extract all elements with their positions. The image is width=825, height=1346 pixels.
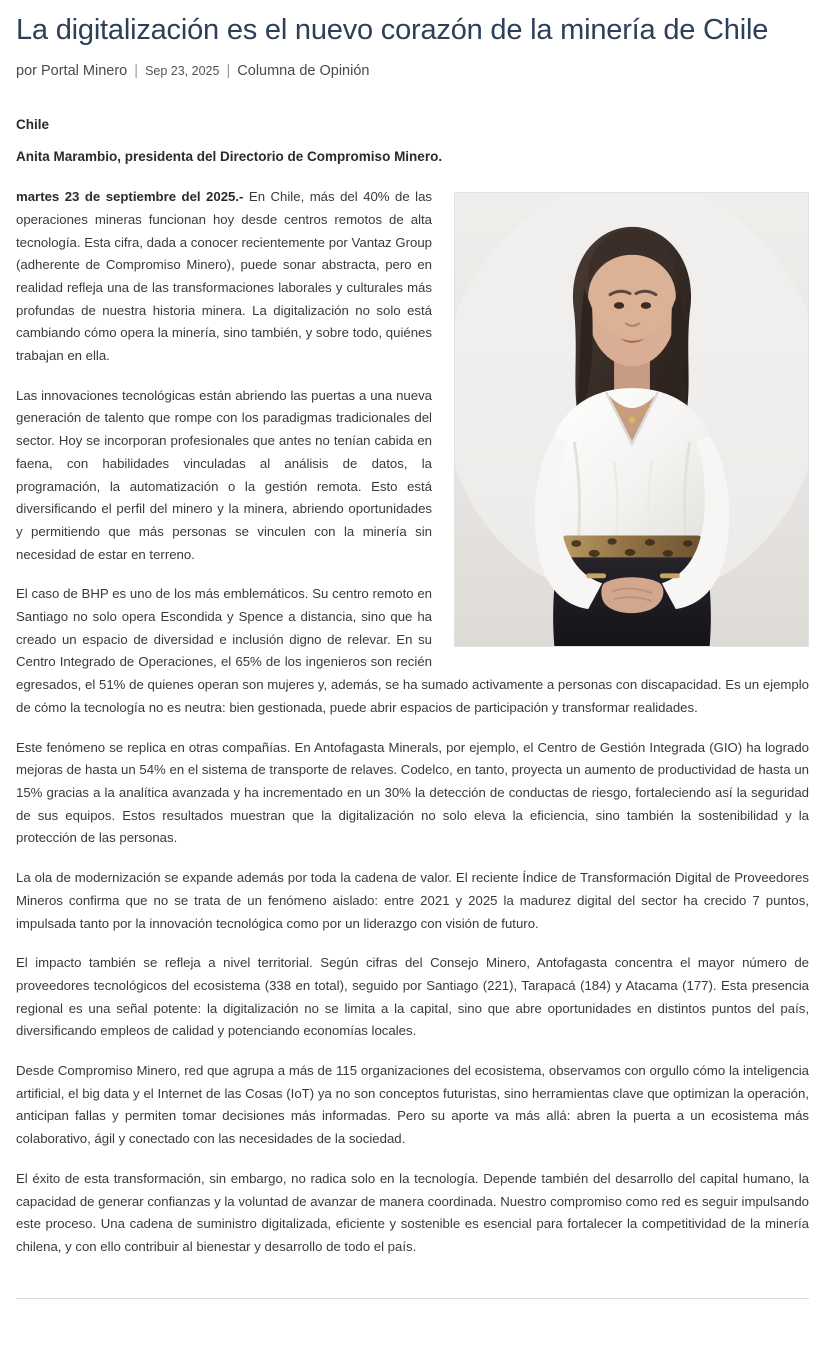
paragraph: El éxito de esta transformación, sin embargo, no radica solo en la tecnología. Depende también del desarrollo del capital humano, la capacidad de generar confianzas y la voluntad de avanzar de manera coordinada. Nuestro compromiso como red es seguir impulsando este proceso. Una cadena de suministro digitalizada, eficiente y sostenible es esencial para fortalecer la competitividad de la minería chilena, y con ello contribuir al bienestar y desarrollo de todo el país.: [16, 1170, 809, 1254]
paragraph: Las innovaciones tecnológicas están abriendo las puertas a una nueva generación de talento que rompe con los paradigmas tradicionales del sector. Hoy se incorporan profesionales que antes no tenían cabida en faena, con habilidades vinculadas al análisis de datos, la programación, la automatización o la gestión remota. Esto está diversificando el perfil del minero y la minera, abriendo oportunidades y permitiendo que más personas se vinculen con la minería sin necesidad de estar en terreno.: [16, 387, 432, 562]
paragraph: El caso de BHP es uno de los más emblemáticos. Su centro remoto en Santiago no solo opera Escondida y Spence a distancia, sino que ha creado un espacio de diversidad e inclusión digno de relevar. En su Centro Integrado de Operaciones, el 65% de los ingenieros son recién egresados, el 51% de quienes operan son mujeres y, además, se ha sumado activamente a personas con discapacidad. Es un ejemplo de cómo la tecnología no es neutra: bien gestionada, puede abrir espacios de participación y transformar realidades.: [16, 586, 809, 715]
article-subhead: Anita Marambio, presidenta del Directorio de Compromiso Minero.: [16, 149, 443, 165]
byline-author: por Portal Minero: [16, 63, 128, 80]
byline-date: Sep 23, 2025: [145, 64, 220, 79]
lead-date: martes 23 de septiembre del 2025.-: [16, 189, 244, 205]
paragraph: La ola de modernización se expande además por toda la cadena de valor. El reciente Índice de Transformación Digital de Proveedores Mineros confirma que no se trata de un fenómeno aislado: entre 2021 y 2025 la madurez digital del sector ha crecido 7 puntos, impulsada tanto por la innovación tecnológica como por un liderazgo con visión de futuro.: [16, 870, 809, 931]
byline-separator-2: |: [226, 63, 231, 80]
page-title: La digitalización es el nuevo corazón de la minería de Chile: [16, 14, 769, 46]
article-figure: [454, 192, 809, 647]
byline-separator-1: |: [134, 63, 139, 80]
paragraph: El impacto también se refleja a nivel territorial. Según cifras del Consejo Minero, Antofagasta concentra el mayor número de proveedores tecnológicos del ecosistema (338 en total), seguido por Santiago (221), Tarapacá (184) y Atacama (177). Esta presencia regional es una señal potente: la digitalización no se limita a la capital, sino que abre oportunidades en distintos puntos del país, diversificando empleos de calidad y potenciando economías locales.: [16, 955, 809, 1039]
byline: [16, 63, 809, 79]
portrait-image: [455, 193, 808, 646]
footer-divider: [16, 1298, 809, 1299]
article-body: [16, 186, 809, 1276]
paragraph: Desde Compromiso Minero, red que agrupa a más de 115 organizaciones del ecosistema, observamos con orgullo cómo la inteligencia artificial, el big data y el Internet de las Cosas (IoT) ya no son conceptos futuristas, sino herramientas clave que optimizan la operación, anticipan fallas y permiten tomar decisiones más informadas. Pero su aporte va más allá: abren la puerta a un ecosistema más colaborativo, ágil y conectado con las necesidades de la sociedad.: [16, 1063, 809, 1147]
location-label: Chile: [16, 117, 50, 133]
paragraph: Este fenómeno se replica en otras compañías. En Antofagasta Minerals, por ejemplo, el Centro de Gestión Integrada (GIO) ha logrado mejoras de hasta un 54% en el sistema de transporte de relaves. Codelco, en tanto, proyecta un aumento de productividad de hasta un 15% gracias a la analítica avanzada y ha incrementado en un 30% la detección de conductas de riesgo, fortaleciendo así la seguridad de sus equipos. Estos resultados muestran que la digitalización no solo eleva la eficiencia, sino también la sostenibilidad y la protección de las personas.: [16, 739, 809, 846]
byline-category: Columna de Opinión: [237, 63, 370, 80]
paragraph-text: En Chile, más del 40% de las operaciones mineras funcionan hoy desde centros remotos de alta tecnología. Esta cifra, dada a conocer recientemente por Vantaz Group (adherente de Compromiso Minero), puede sonar abstracta, pero en realidad refleja una de las transformaciones laborales y culturales más profundas de nuestra historia minera. La digitalización no solo está cambiando cómo opera la minería, sino también, y sobre todo, quiénes trabajan en ella.: [16, 189, 432, 364]
